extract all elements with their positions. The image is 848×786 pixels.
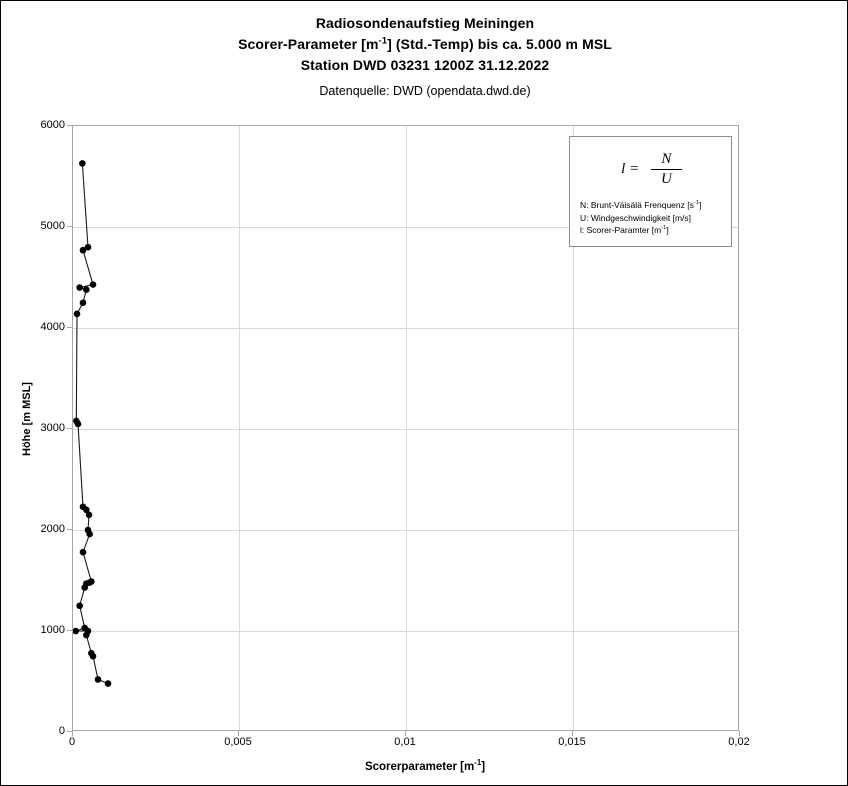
data-point: [105, 680, 112, 687]
formula-denominator: U: [660, 171, 672, 187]
y-tick-label-6000: 6000: [40, 119, 65, 131]
legend-note-l-end: ]: [666, 225, 669, 235]
legend-note-l-text: l: Scorer-Paramter [m: [580, 225, 662, 235]
data-point: [75, 421, 82, 428]
formula-numerator: N: [651, 151, 682, 170]
data-point: [74, 311, 81, 318]
x-axis-title-sup: -1: [474, 758, 482, 768]
x-tick-mark: [739, 731, 740, 736]
data-point: [73, 418, 80, 425]
formula-fraction: [651, 151, 682, 188]
title-line-3: Station DWD 03231 1200Z 31.12.2022: [300, 57, 550, 73]
legend-note-l-sup: -1: [661, 225, 667, 232]
data-point: [80, 299, 87, 306]
legend-note-n-text: N: Brunt-Väisälä Frenquenz [s: [580, 200, 694, 210]
title-line-2-part2: ] (Std.-Temp) bis ca. 5.000 m MSL: [387, 36, 612, 52]
legend-notes: [580, 199, 701, 237]
data-point: [86, 531, 93, 538]
data-point: [83, 632, 90, 639]
formula-legend-box: [569, 136, 732, 247]
legend-note-n: [580, 199, 701, 212]
data-point: [79, 160, 86, 167]
data-point: [90, 281, 97, 288]
x-tick-mark: [238, 731, 239, 736]
x-tick-mark: [72, 731, 73, 736]
data-point: [83, 507, 90, 514]
y-tick-label-2000: 2000: [40, 523, 65, 535]
x-tick-label-002: 0,02: [728, 736, 750, 748]
data-point: [90, 653, 97, 660]
formula-equals: =: [629, 160, 640, 177]
legend-note-n-end: ]: [699, 200, 702, 210]
data-point: [76, 602, 83, 609]
gridline-vertical: [406, 126, 407, 730]
data-point: [80, 549, 87, 556]
data-point: [83, 286, 90, 293]
data-point: [76, 284, 83, 291]
legend-note-n-sup: -1: [693, 200, 699, 207]
x-tick-mark: [405, 731, 406, 736]
gridline-horizontal: [73, 631, 738, 632]
title-line-1: Radiosondenaufstieg Meiningen: [315, 15, 535, 31]
data-point: [88, 650, 95, 657]
gridline-horizontal: [73, 530, 738, 531]
y-axis-title: Höhe [m MSL]: [21, 382, 33, 456]
scorer-formula: [570, 151, 733, 188]
legend-note-u: U: Windgeschwindigkeit [m/s]: [580, 212, 692, 223]
data-point: [88, 578, 95, 585]
x-axis-title-part2: ]: [481, 761, 486, 773]
data-point: [80, 247, 87, 254]
title-line-2: [1, 34, 848, 55]
data-point: [81, 584, 88, 591]
data-point: [86, 579, 93, 586]
formula-lhs: l: [621, 160, 626, 177]
y-tick-label-1000: 1000: [40, 624, 65, 636]
title-line-2-sup: -1: [378, 35, 388, 47]
y-tick-label-5000: 5000: [40, 220, 65, 232]
x-tick-label-0005: 0,005: [224, 736, 252, 748]
gridline-horizontal: [73, 429, 738, 430]
x-axis-title: [1, 758, 848, 773]
gridline-vertical: [239, 126, 240, 730]
x-tick-label-001: 0,01: [394, 736, 416, 748]
data-point: [83, 580, 90, 587]
x-tick-label-0: 0: [68, 736, 76, 748]
legend-note-l: [580, 224, 701, 237]
y-tick-label-4000: 4000: [40, 321, 65, 333]
y-tick-label-0: 0: [58, 725, 65, 737]
data-point: [86, 512, 93, 519]
series-points: [73, 160, 111, 687]
data-point: [80, 503, 87, 510]
data-point: [95, 676, 102, 683]
data-point: [85, 244, 92, 251]
title-line-2-part1: Scorer-Parameter [m: [238, 36, 379, 52]
x-tick-mark: [572, 731, 573, 736]
x-axis-title-part1: Scorerparameter [m: [364, 761, 475, 773]
y-tick-label-3000: 3000: [40, 422, 65, 434]
chart-title-block: [1, 13, 848, 102]
series-line: [76, 163, 108, 683]
chart-source: Datenquelle: DWD (opendata.dwd.de): [319, 84, 531, 98]
gridline-horizontal: [73, 328, 738, 329]
x-tick-label-0015: 0,015: [558, 736, 586, 748]
